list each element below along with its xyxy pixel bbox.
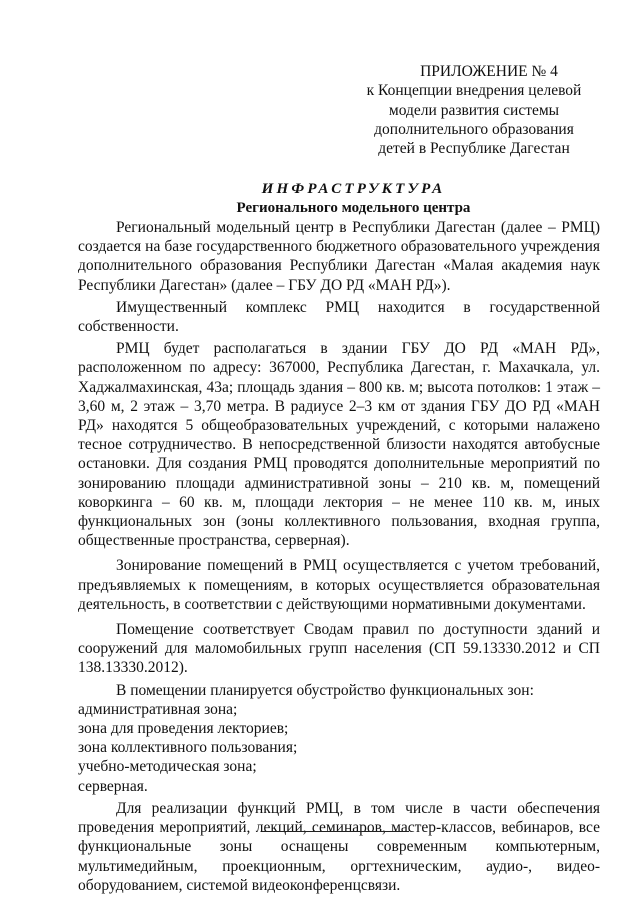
appendix-line-2: к Концепции внедрения целевой	[366, 82, 582, 100]
paragraph-zoning: Зонирование помещений в РМЦ осуществляется с учетом требований, предъявляемых к помещениям, в которых осуществляется образовательная деятельность, в соответствии с действующими нормативными документами.	[78, 557, 600, 613]
end-divider	[262, 831, 409, 832]
appendix-number: ПРИЛОЖЕНИЕ № 4	[420, 63, 558, 80]
list-item: учебно-методическая зона;	[78, 758, 257, 776]
paragraph-equipment: Для реализации функций РМЦ, в том числе в части обеспечения проведения мероприятий, лекций, семинаров, мастер-классов, вебинаров, все функциональные зоны оснащены современным компьютерным, мультимедийным, проекционным, оргтехническим, аудио-, видео-оборудованием, системой видеоконференцсвязи.	[78, 799, 600, 894]
paragraph-zones-intro: В помещении планируется обустройство функциональных зон:	[116, 681, 534, 699]
list-item: зона для проведения лекториев;	[78, 720, 289, 738]
list-item: административная зона;	[78, 700, 238, 718]
appendix-line-4: дополнительного образования	[374, 120, 574, 138]
list-item: серверная.	[78, 777, 148, 795]
paragraph-property: Имущественный комплекс РМЦ находится в государственной собственности.	[78, 298, 600, 336]
document-body	[78, 218, 600, 895]
appendix-line-5: детей в Республике Дагестан	[378, 140, 570, 158]
list-item: зона коллективного пользования;	[78, 739, 298, 757]
section-heading	[100, 180, 607, 218]
document-subtitle: Регионального модельного центра	[236, 200, 471, 216]
document-title: ИНФРАСТРУКТУРА	[261, 181, 446, 197]
zones-list	[78, 700, 600, 796]
paragraph-accessibility: Помещение соответствует Сводам правил по доступности зданий и сооружений для маломобильных групп населения (СП 59.13330.2012 и СП 138.13330.2012).	[78, 621, 600, 677]
appendix-line-3: модели развития системы	[388, 101, 560, 119]
appendix-block	[352, 62, 596, 158]
paragraph-intro: Региональный модельный центр в Республики Дагестан (далее – РМЦ) создается на базе государственного бюджетного образовательного учреждения дополнительного образования Республики Дагестан «Малая академия наук Республики Дагестан» (далее – ГБУ ДО РД «МАН РД»).	[78, 219, 600, 294]
paragraph-location: РМЦ будет располагаться в здании ГБУ ДО РД «МАН РД», расположенном по адресу: 367000, Республика Дагестан, г. Махачкала, ул. Хаджалмахинская, 43а; площадь здания – 800 кв. м; высота потолков: 1 этаж – 3,60 м, 2 этаж – 3,70 метра. В радиусе 2–3 км от здания ГБУ ДО РД «МАН РД» находятся 5 общеобразовательных учреждений, с которыми налажено тесное сотрудничество. В непосредственной близости находятся автобусные остановки. Для создания РМЦ проводятся дополнительные мероприятий по зонированию площади административной зоны – 210 кв. м, помещений коворкинга – 60 кв. м, площади лектория – не менее 110 кв. м, иных функциональных зон (зоны коллективного пользования, входная группа, общественные пространства, серверная).	[78, 340, 600, 550]
